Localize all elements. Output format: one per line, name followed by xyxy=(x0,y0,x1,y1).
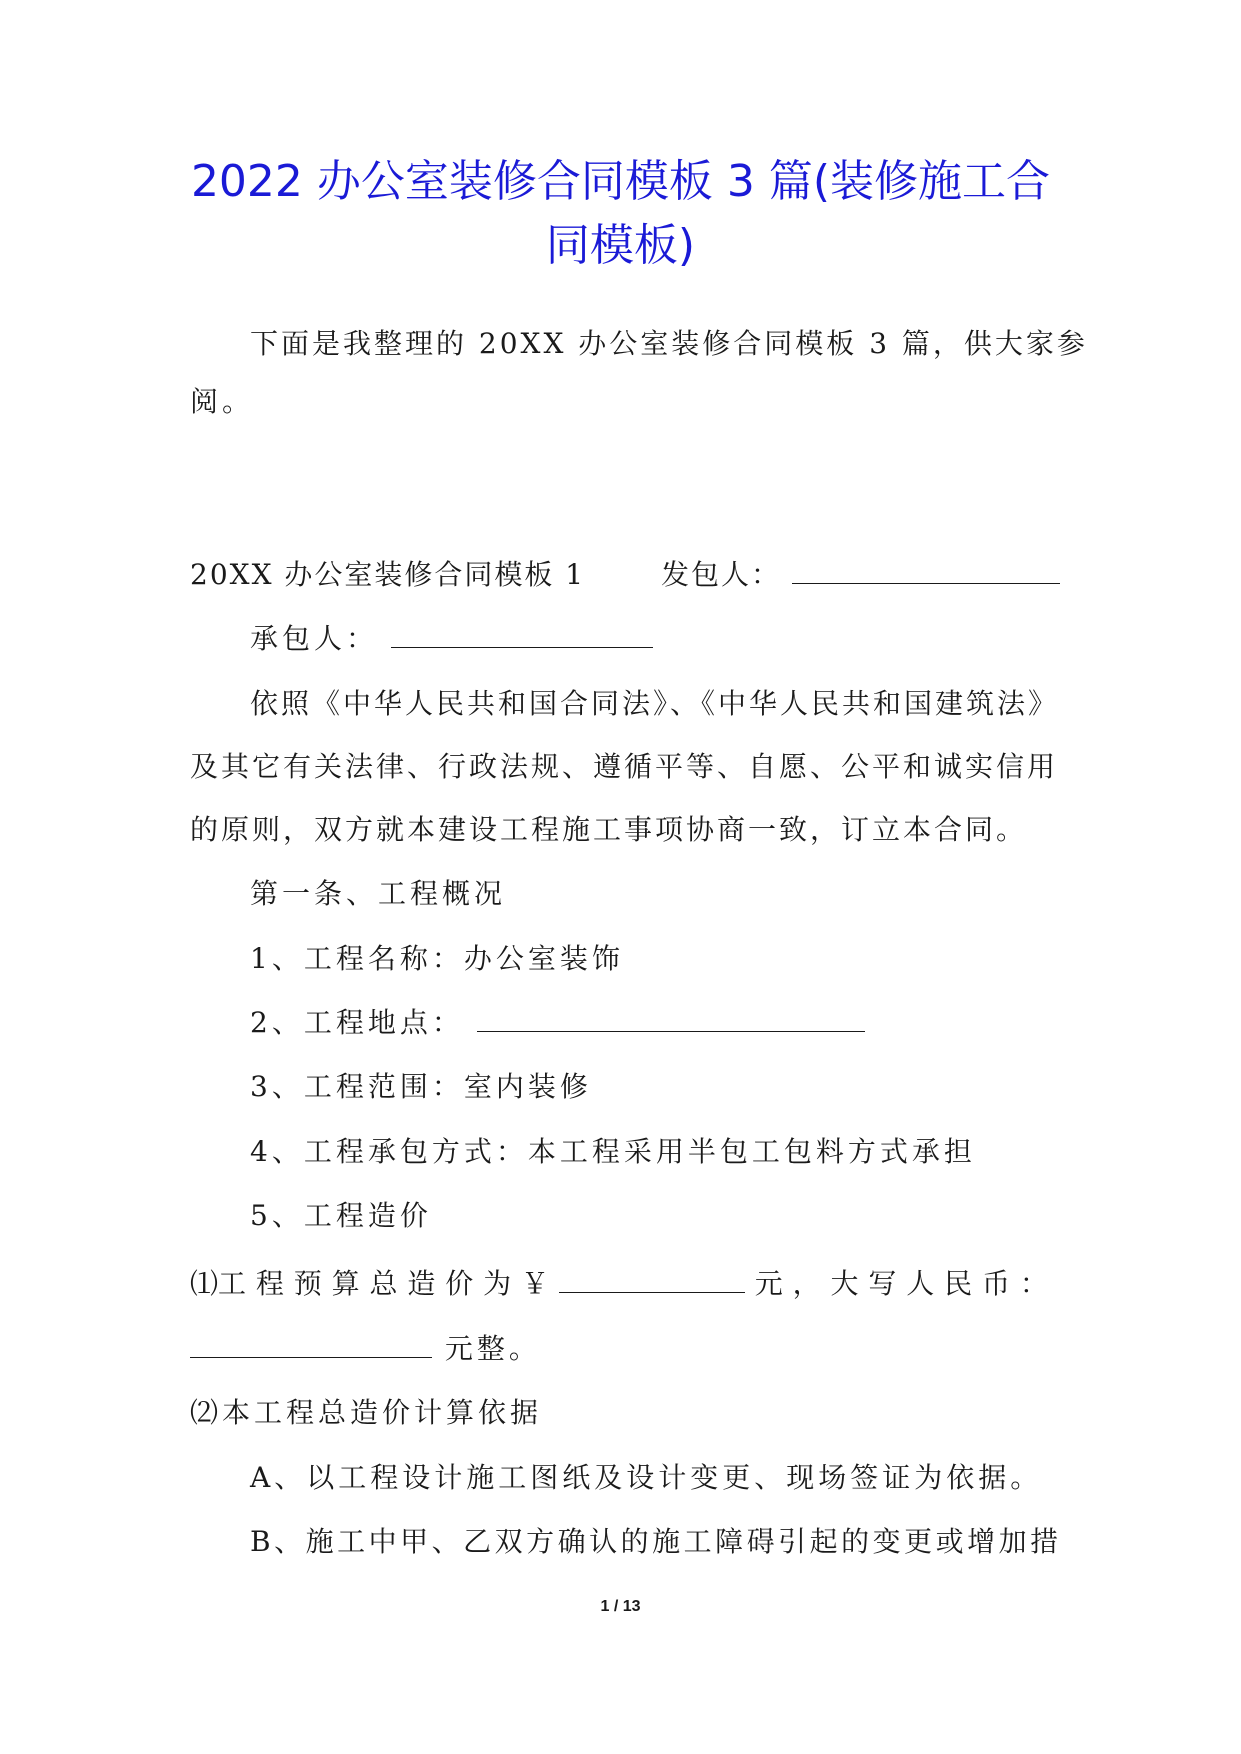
price-line-2 xyxy=(190,1327,541,1367)
price-text: 为 xyxy=(483,1267,512,1300)
basis-line-1: 依照《中华人民共和国合同法》、《中华人民共和国建筑法》 xyxy=(250,687,1060,720)
price-text: ： xyxy=(1019,1267,1048,1300)
title-line-1: 2022 办公室装修合同模板 3 篇(装修施工合 xyxy=(190,156,1051,207)
basis-line-3: 的原则，双方就本建设工程施工事项协商一致，订立本合同。 xyxy=(190,813,1028,846)
price-text: ， xyxy=(792,1267,821,1300)
price-basis-heading: ⑵本工程总造价计算依据 xyxy=(190,1396,543,1429)
title-line-2: 同模板) xyxy=(545,220,696,271)
basis-line-2: 及其它有关法律、行政法规、遵循平等、自愿、公平和诚实信用 xyxy=(190,750,1059,783)
document-title xyxy=(150,150,1091,278)
contractor-blank xyxy=(391,623,653,648)
template-heading: 20XX 办公室装修合同模板 1 xyxy=(190,558,586,591)
article-1-heading: 第一条、工程概况 xyxy=(250,877,507,910)
intro-line-1: 下面是我整理的 20XX 办公室装修合同模板 3 篇，供大家参 xyxy=(250,327,1088,360)
page-number: 1 / 13 xyxy=(600,1598,641,1615)
item-2-label: 2、工程地点： xyxy=(250,1006,464,1039)
price-text: 造 xyxy=(407,1267,436,1300)
amount-words-blank xyxy=(190,1333,432,1358)
contractor-label: 承包人： xyxy=(250,622,379,655)
currency-symbol: ￥ xyxy=(521,1267,550,1300)
price-text: 元 xyxy=(754,1267,783,1300)
item-2-row xyxy=(250,1001,865,1041)
basis-a: A、以工程设计施工图纸及设计变更、现场签证为依据。 xyxy=(250,1461,1043,1494)
budget-price-row xyxy=(190,1262,1048,1302)
intro-line-2: 阅。 xyxy=(190,385,255,418)
amount-blank xyxy=(559,1268,745,1293)
price-text: 大 xyxy=(830,1267,859,1300)
price-text: 币 xyxy=(981,1267,1010,1300)
price-text: 民 xyxy=(944,1267,973,1300)
price-text: 总 xyxy=(369,1267,398,1300)
contractor-row xyxy=(250,617,653,657)
price-text: ⑴工 xyxy=(190,1267,247,1300)
item-3: 3、工程范围：室内装修 xyxy=(250,1070,592,1103)
template-heading-row xyxy=(190,553,1060,593)
item-5: 5、工程造价 xyxy=(250,1199,432,1232)
employer-blank xyxy=(792,559,1060,584)
price-text: 写 xyxy=(868,1267,897,1300)
basis-b: B、施工中甲、乙双方确认的施工障碍引起的变更或增加措 xyxy=(250,1525,1062,1558)
item-4: 4、工程承包方式：本工程采用半包工包料方式承担 xyxy=(250,1135,976,1168)
price-text: 预 xyxy=(293,1267,322,1300)
employer-label: 发包人： xyxy=(660,558,781,591)
price-line-2-suffix: 元整。 xyxy=(444,1332,541,1365)
item-1: 1、工程名称：办公室装饰 xyxy=(250,942,624,975)
price-text: 程 xyxy=(255,1267,284,1300)
price-text: 算 xyxy=(331,1267,360,1300)
price-text: 价 xyxy=(445,1267,474,1300)
price-text: 人 xyxy=(906,1267,935,1300)
location-blank xyxy=(477,1007,865,1032)
